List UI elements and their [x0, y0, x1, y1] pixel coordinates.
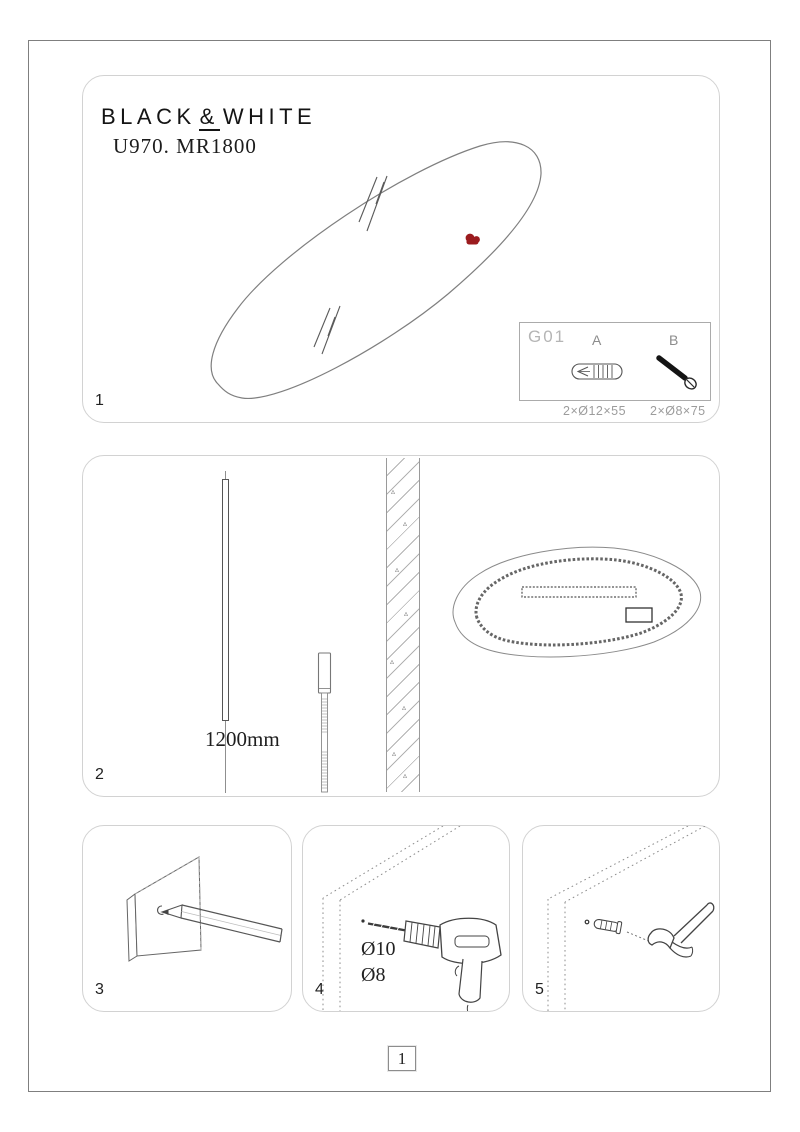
concrete-triangle-icon: ▵ [395, 565, 400, 574]
wall-cross-section [386, 458, 420, 792]
step-4-number: 4 [315, 981, 324, 998]
kit-code: G01 [528, 327, 567, 346]
part-a-label: A [592, 332, 602, 348]
driver-box [626, 608, 652, 622]
step-3-panel [82, 825, 292, 1012]
part-b-label: B [669, 332, 679, 348]
guide-line [627, 932, 651, 942]
concrete-triangle-icon: ▵ [390, 657, 395, 666]
step-1-number: 1 [95, 392, 104, 409]
wall-corner-edges [323, 826, 460, 1011]
concrete-triangle-icon: ▵ [392, 749, 397, 758]
mirror-back-view [449, 544, 707, 668]
page-number: 1 [397, 1048, 407, 1068]
step-1-panel [82, 75, 720, 423]
page-number-box [388, 1046, 416, 1071]
mounting-height-label: 1200mm [205, 727, 280, 751]
wall-block-face [135, 857, 201, 956]
screw-icon [654, 351, 704, 397]
model-number: U970. MR1800 [113, 134, 257, 158]
wall-plug-icon [570, 359, 626, 385]
screw-and-plug-side-view [315, 652, 335, 794]
drill-icon [368, 918, 501, 1011]
part-b-spec: 2×Ø8×75 [650, 404, 706, 418]
step-5-panel [522, 825, 720, 1012]
mounting-rail [522, 587, 636, 597]
mirror-side-view [222, 479, 229, 721]
mirror-front-drawing [208, 136, 553, 401]
brand-right: WHITE [222, 104, 317, 129]
concrete-triangle-icon: ▵ [403, 519, 408, 528]
mark-hole-drawing [83, 826, 291, 1011]
back-outline [453, 547, 701, 657]
hardware-kit-box [519, 322, 711, 401]
concrete-triangle-icon: ▵ [404, 609, 409, 618]
drill-hole-large-label: Ø10 [361, 938, 396, 960]
step-2-panel [82, 455, 720, 797]
wall-plug-icon [593, 917, 622, 934]
wall-corner-edges [548, 826, 705, 1011]
concrete-triangle-icon: ▵ [402, 703, 407, 712]
hammer-plug-drawing [523, 826, 719, 1011]
hole-mark [585, 920, 589, 924]
part-a-spec: 2×Ø12×55 [563, 404, 627, 418]
brand-left: BLACK [101, 104, 196, 129]
hammer-icon [648, 903, 714, 957]
step-5-number: 5 [535, 981, 544, 998]
concrete-triangle-icon: ▵ [391, 487, 396, 496]
hole-mark [361, 919, 364, 922]
step-4-panel [302, 825, 510, 1012]
concrete-triangle-icon: ▵ [403, 771, 408, 780]
drill-hole-drawing [303, 826, 509, 1011]
step-3-number: 3 [95, 981, 104, 998]
brand-logo [101, 104, 316, 130]
brand-ampersand: & [199, 104, 219, 129]
drill-hole-small-label: Ø8 [361, 964, 386, 986]
step-2-number: 2 [95, 766, 104, 783]
